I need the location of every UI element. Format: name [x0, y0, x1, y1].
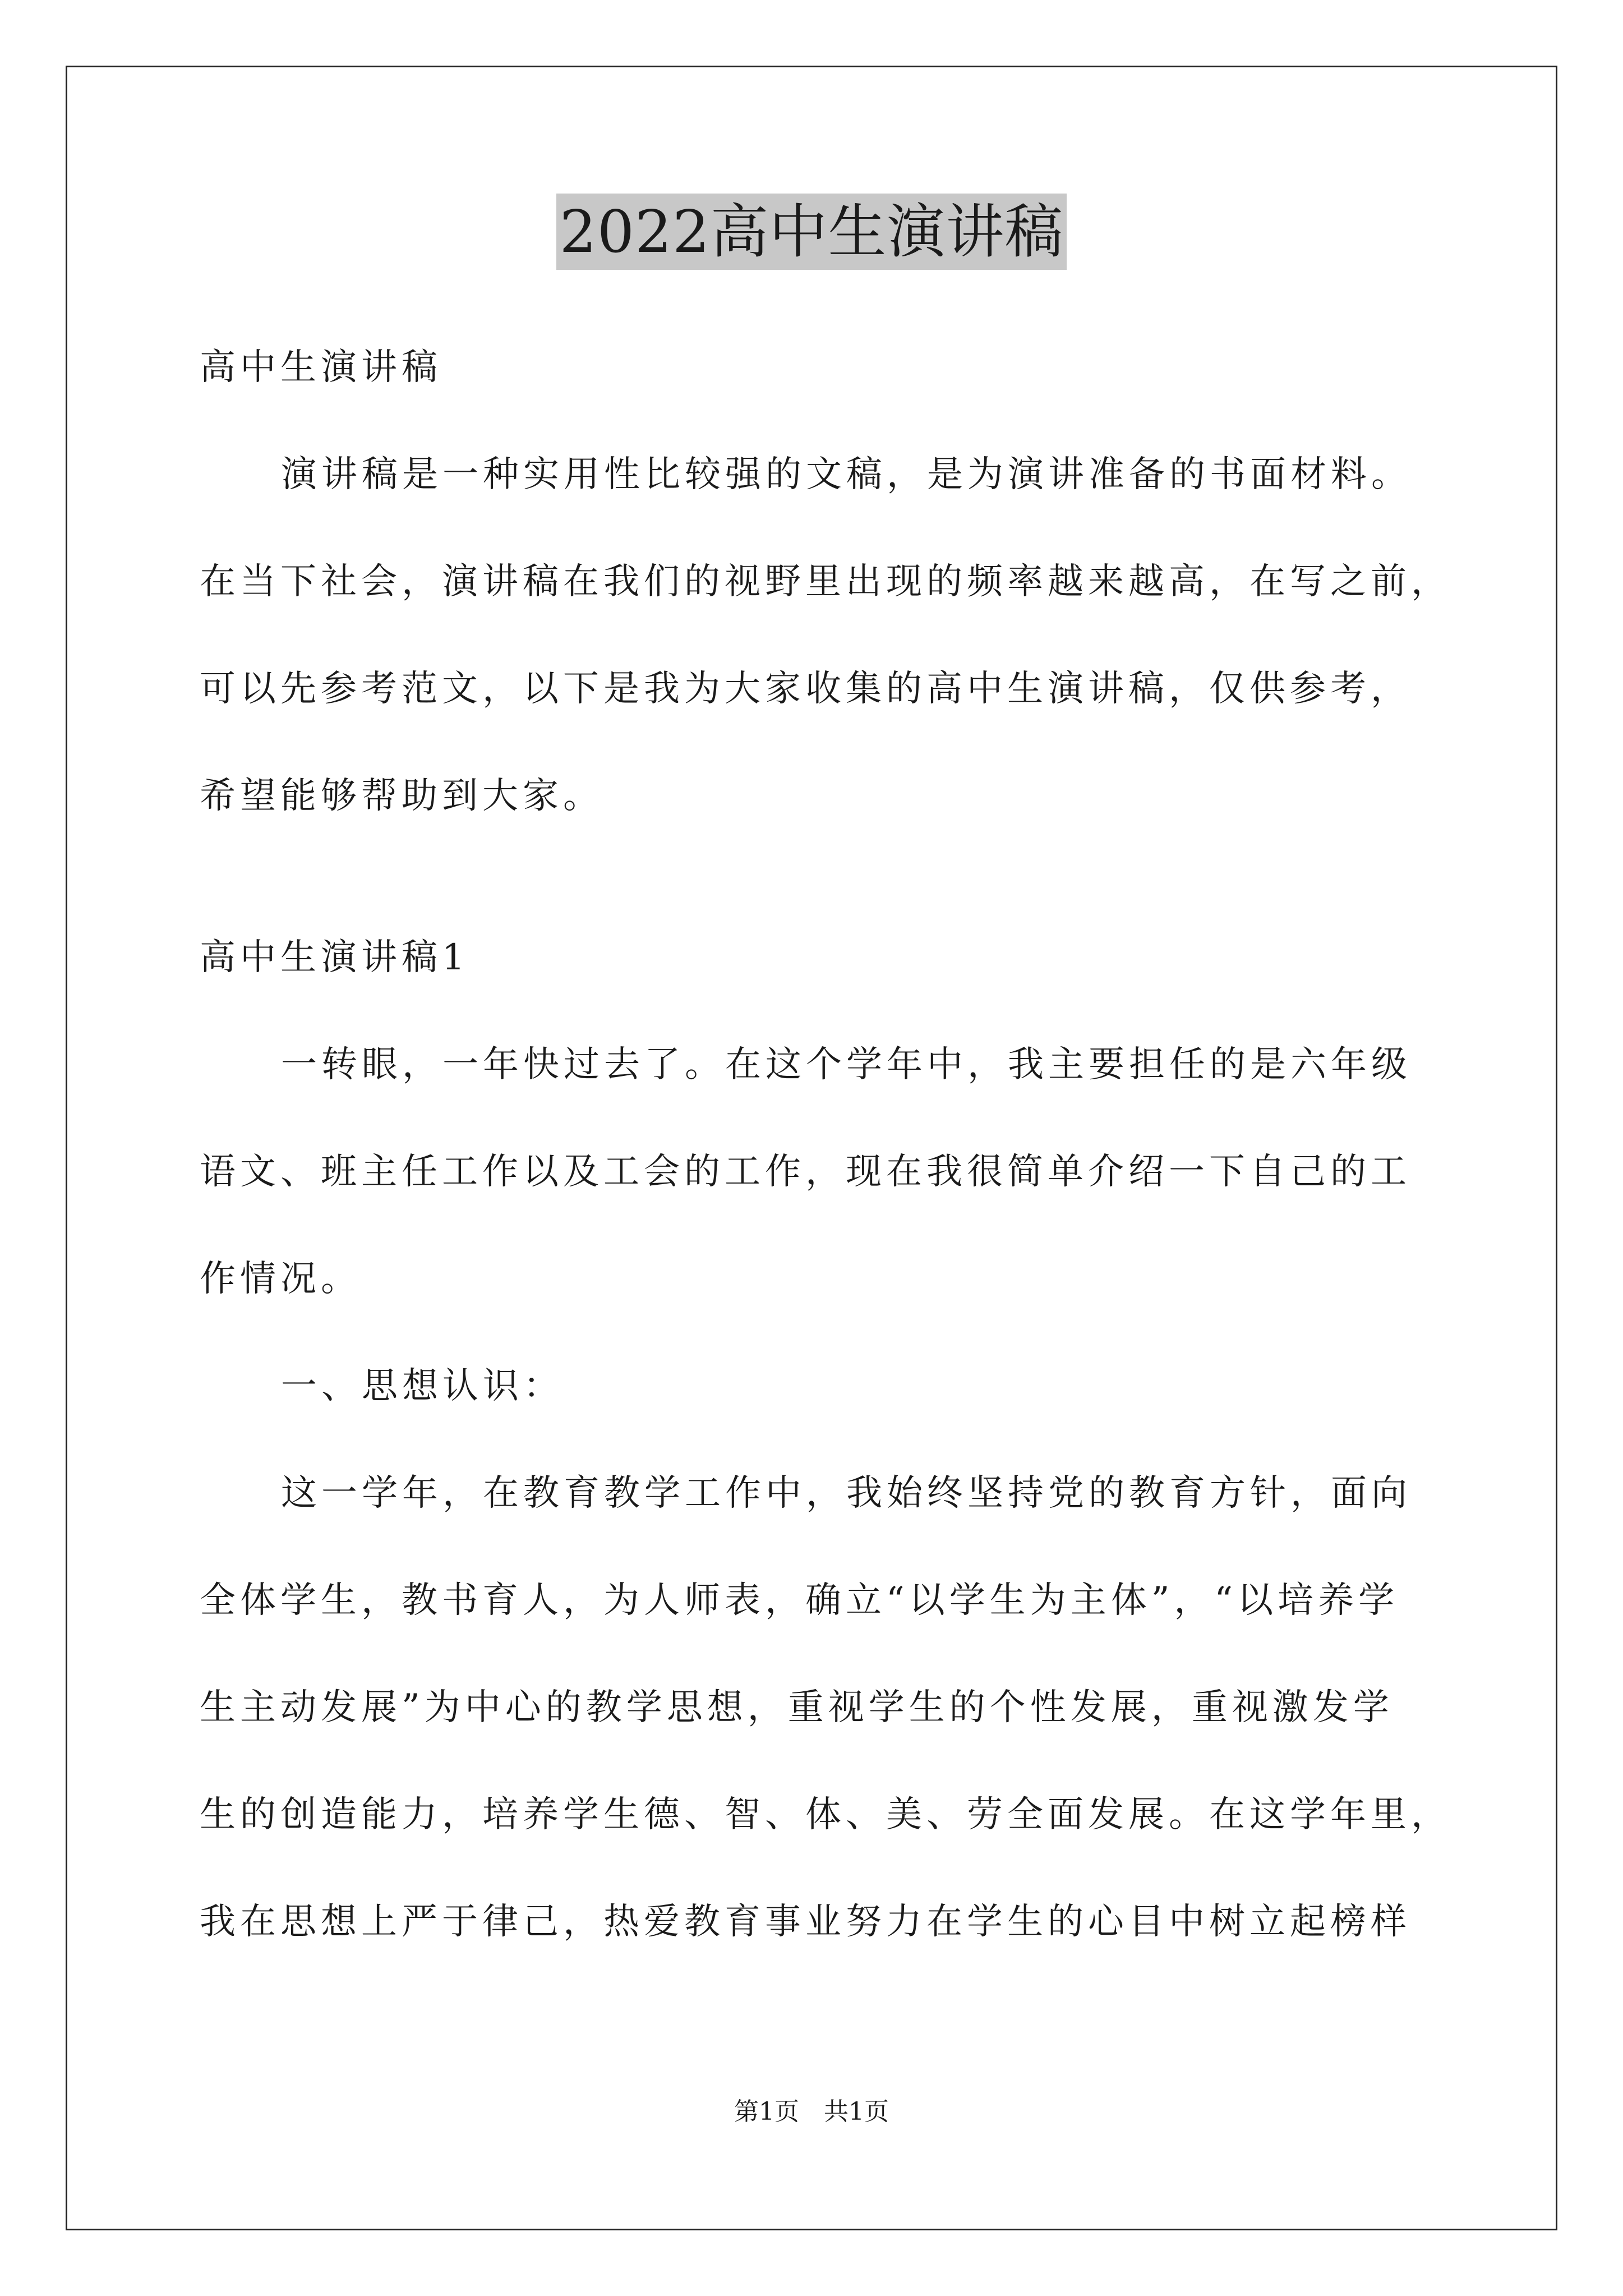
- document-body: [200, 314, 1459, 1976]
- intro-line: 可以先参考范文，以下是我为大家收集的高中生演讲稿，仅供参考，: [200, 668, 1411, 710]
- paragraph-line: 我在思想上严于律己，热爱教育事业努力在学生的心目中树立起榜样: [200, 1901, 1411, 1943]
- document-title: 2022高中生演讲稿: [556, 194, 1067, 270]
- paragraph-line: 生主动发展”为中心的教学思想，重视学生的个性发展，重视激发学: [200, 1687, 1394, 1728]
- paragraph-line: 语文、班主任工作以及工会的工作，现在我很简单介绍一下自己的工: [200, 1151, 1411, 1193]
- intro-line: 演讲稿是一种实用性比较强的文稿，是为演讲准备的书面材料。: [281, 454, 1412, 495]
- section-heading: 高中生演讲稿1: [200, 937, 469, 978]
- page-footer: [66, 2095, 1557, 2129]
- page-number: 第1页: [734, 2097, 799, 2126]
- intro-line: 在当下社会，演讲稿在我们的视野里出现的频率越来越高，在写之前，: [200, 561, 1451, 602]
- paragraph-line: 一转眼，一年快过去了。在这个学年中，我主要担任的是六年级: [281, 1044, 1412, 1085]
- title-row: [66, 194, 1557, 270]
- document-subtitle: 高中生演讲稿: [200, 347, 442, 388]
- section-spacer: [200, 850, 1459, 904]
- paragraph-line: 全体学生，教书育人，为人师表，确立“以学生为主体”，“以培养学: [200, 1580, 1399, 1621]
- page-total: 共1页: [824, 2097, 889, 2126]
- subheading: 一、思想认识：: [281, 1365, 564, 1407]
- intro-line: 希望能够帮助到大家。: [200, 775, 603, 817]
- paragraph-line: 生的创造能力，培养学生德、智、体、美、劳全面发展。在这学年里，: [200, 1794, 1451, 1835]
- paragraph-line: 这一学年，在教育教学工作中，我始终坚持党的教育方针，面向: [281, 1473, 1412, 1514]
- paragraph-line: 作情况。: [200, 1258, 361, 1300]
